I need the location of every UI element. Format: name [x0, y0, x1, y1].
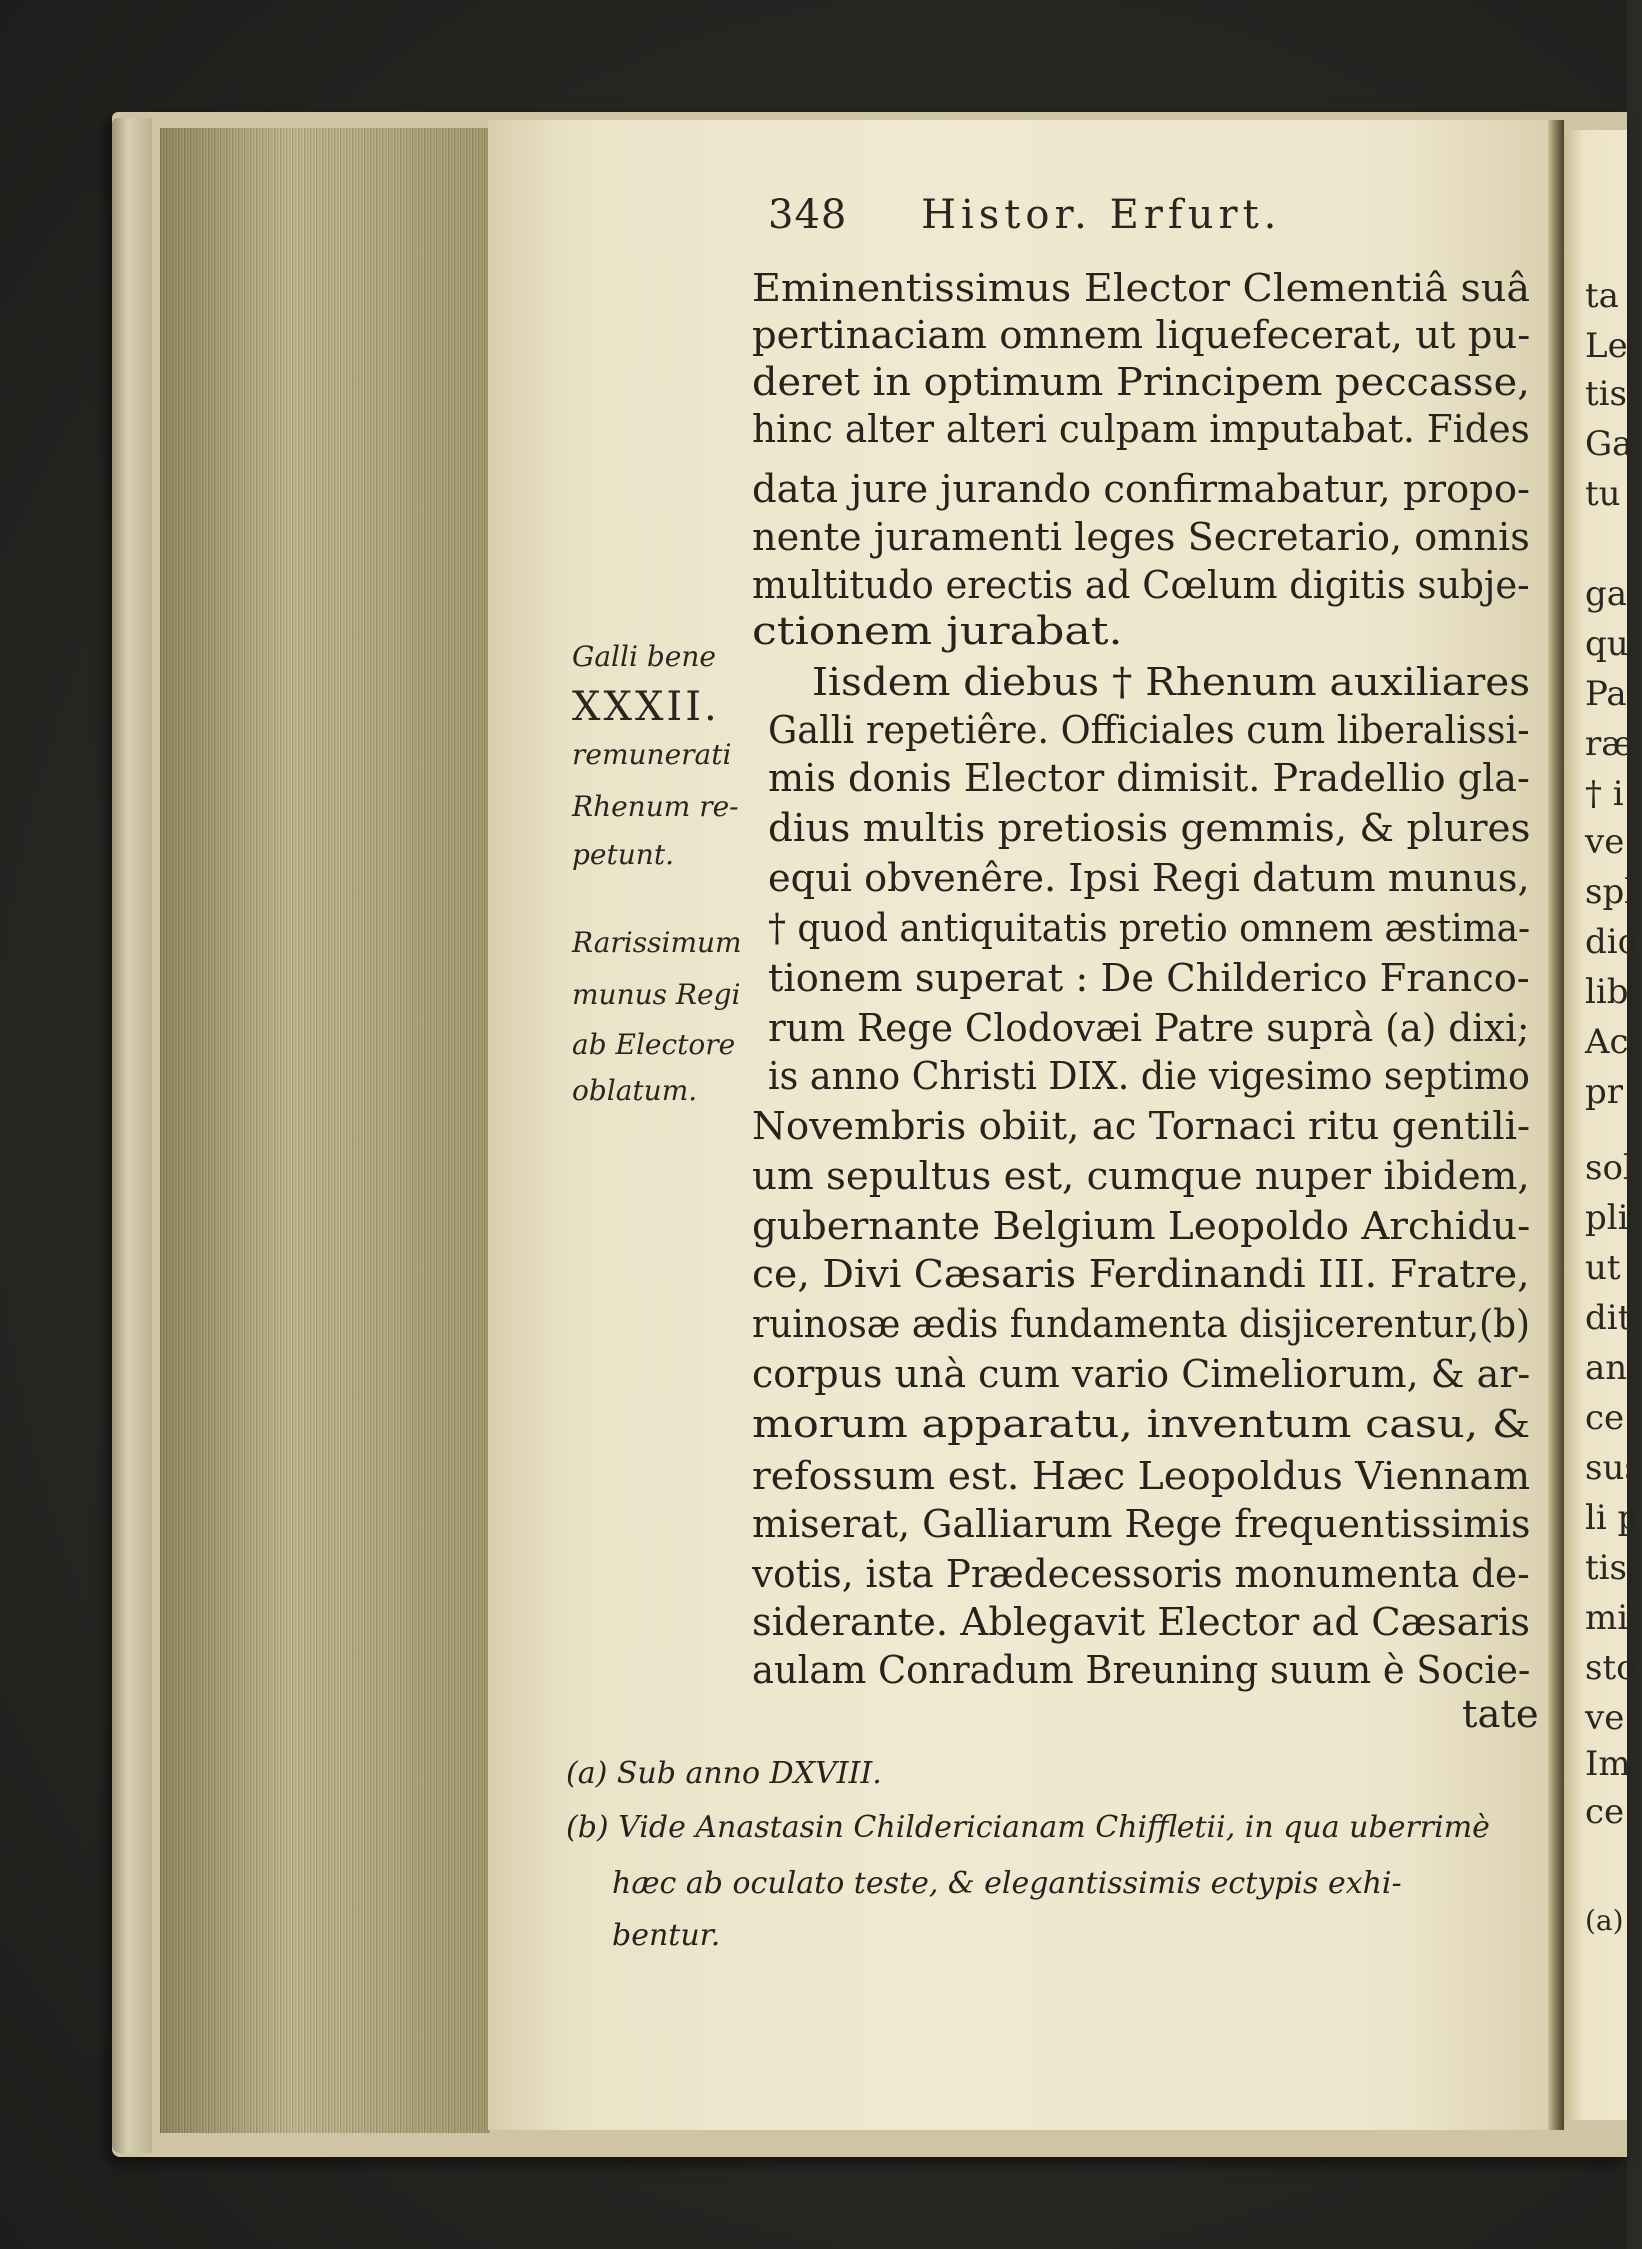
facing-line: ta: [1585, 276, 1619, 316]
footnote-a: (a) Sub anno DXVIII.: [566, 1756, 882, 1791]
facing-line: spl: [1585, 872, 1636, 912]
facing-line: tis: [1585, 1548, 1627, 1588]
text-line: ce, Divi Cæsaris Ferdinandi III. Fratre,: [752, 1252, 1530, 1297]
facing-line: ut: [1585, 1248, 1621, 1288]
text-line: Eminentissimus Elector Clementiâ suâ: [752, 266, 1531, 311]
text-line: rum Rege Clodovæi Patre suprà (a) dixi;: [768, 1006, 1530, 1051]
facing-line: sol: [1585, 1148, 1634, 1188]
text-line: nente juramenti leges Secretario, omnis: [752, 515, 1530, 560]
facing-line: Le: [1585, 326, 1628, 366]
facing-line: tu: [1585, 474, 1621, 514]
running-header: [768, 192, 1281, 238]
running-title: Histor. Erfurt.: [921, 192, 1282, 238]
facing-line: dic: [1585, 922, 1637, 962]
margin-note-galli-4: petunt.: [572, 838, 674, 871]
text-line: data jure jurando confirmabatur, propo-: [752, 467, 1531, 512]
facing-line: pr: [1585, 1072, 1624, 1112]
facing-line: pli: [1585, 1198, 1629, 1238]
text-line: Iisdem diebus † Rhenum auxiliares: [812, 660, 1531, 705]
facing-line: ga: [1585, 574, 1628, 614]
text-line: corpus unà cum vario Cimeliorum, & ar-: [752, 1352, 1531, 1397]
facing-line: Ga: [1585, 424, 1633, 464]
text-line: pertinaciam omnem liquefecerat, ut pu-: [752, 313, 1531, 358]
margin-note-munus-4: oblatum.: [572, 1074, 698, 1107]
text-line: morum apparatu, inventum casu, &: [752, 1402, 1531, 1447]
text-line: Galli repetiêre. Officiales cum liberalissi-: [768, 708, 1530, 753]
facing-line: ve: [1585, 1698, 1625, 1738]
text-line: refossum est. Hæc Leopoldus Viennam: [752, 1454, 1531, 1499]
facing-line: sus: [1585, 1448, 1642, 1488]
facing-line: † i: [1585, 774, 1624, 814]
facing-line: Im: [1585, 1744, 1631, 1784]
facing-line: mi: [1585, 1598, 1629, 1638]
chapter-number: XXXII.: [572, 684, 720, 730]
facing-line: Pa: [1585, 674, 1627, 714]
facing-line: dit: [1585, 1298, 1632, 1338]
text-line: Novembris obiit, ac Tornaci ritu gentili-: [752, 1104, 1531, 1149]
margin-note-galli-2: remunerati: [572, 738, 732, 771]
facing-line: li p: [1585, 1498, 1640, 1538]
page-number: 348: [768, 192, 848, 238]
margin-note-galli-3: Rhenum re-: [572, 790, 739, 823]
margin-note-munus-3: ab Electore: [572, 1028, 736, 1061]
margin-note-munus-1: Rarissimum: [572, 926, 742, 959]
facing-line: ve: [1585, 822, 1625, 862]
facing-line: Ac: [1585, 1022, 1629, 1062]
facing-line: an: [1585, 1348, 1628, 1388]
text-line: miserat, Galliarum Rege frequentissimis: [752, 1502, 1531, 1547]
text-line: equi obvenêre. Ipsi Regi datum munus,: [768, 856, 1530, 901]
text-line: gubernante Belgium Leopoldo Archidu-: [752, 1204, 1531, 1249]
facing-line: qu: [1585, 624, 1629, 664]
text-line: mis donis Elector dimisit. Pradellio gla-: [768, 756, 1530, 801]
text-line: votis, ista Prædecessoris monumenta de-: [752, 1552, 1530, 1597]
text-line: tionem superat : De Childerico Franco-: [768, 956, 1530, 1001]
facing-line: tis: [1585, 374, 1627, 414]
text-line: aulam Conradum Breuning suum è Socie-: [752, 1648, 1531, 1693]
facing-footnote: (a): [1585, 1904, 1624, 1937]
footnote-b-line3: bentur.: [612, 1918, 721, 1953]
margin-note-galli-1: Galli bene: [572, 640, 716, 673]
book-gutter: [1548, 120, 1564, 2130]
facing-line: ræ: [1585, 724, 1634, 764]
facing-line: lib: [1585, 972, 1629, 1012]
text-line: hinc alter alteri culpam imputabat. Fides: [752, 407, 1530, 452]
facing-line: ce: [1585, 1398, 1625, 1438]
text-line: um sepultus est, cumque nuper ibidem,: [752, 1154, 1530, 1199]
text-line: siderante. Ablegavit Elector ad Cæsaris: [752, 1600, 1531, 1645]
text-line: ruinosæ ædis fundamenta disjicerentur,(b): [752, 1302, 1531, 1347]
text-line: † quod antiquitatis pretio omnem æstima-: [768, 906, 1531, 951]
footnote-b-line1: (b) Vide Anastasin Childericianam Chiffletii, in qua uberrimè: [566, 1810, 1490, 1845]
text-line: ctionem jurabat.: [752, 609, 1123, 654]
footnote-b-line2: hæc ab oculato teste, & elegantissimis ectypis exhi-: [612, 1866, 1402, 1901]
text-line: multitudo erectis ad Cœlum digitis subje-: [752, 563, 1530, 608]
margin-note-munus-2: munus Regi: [572, 978, 741, 1011]
text-line: dius multis pretiosis gemmis, & plures: [768, 806, 1531, 851]
text-line: is anno Christi DIX. die vigesimo septimo: [768, 1054, 1530, 1099]
text-line: deret in optimum Principem peccasse,: [752, 360, 1530, 405]
facing-line: sto: [1585, 1648, 1637, 1688]
facing-line: ce: [1585, 1792, 1625, 1832]
catchword: tate: [1462, 1692, 1539, 1737]
book-cover-edge: [112, 118, 152, 2153]
